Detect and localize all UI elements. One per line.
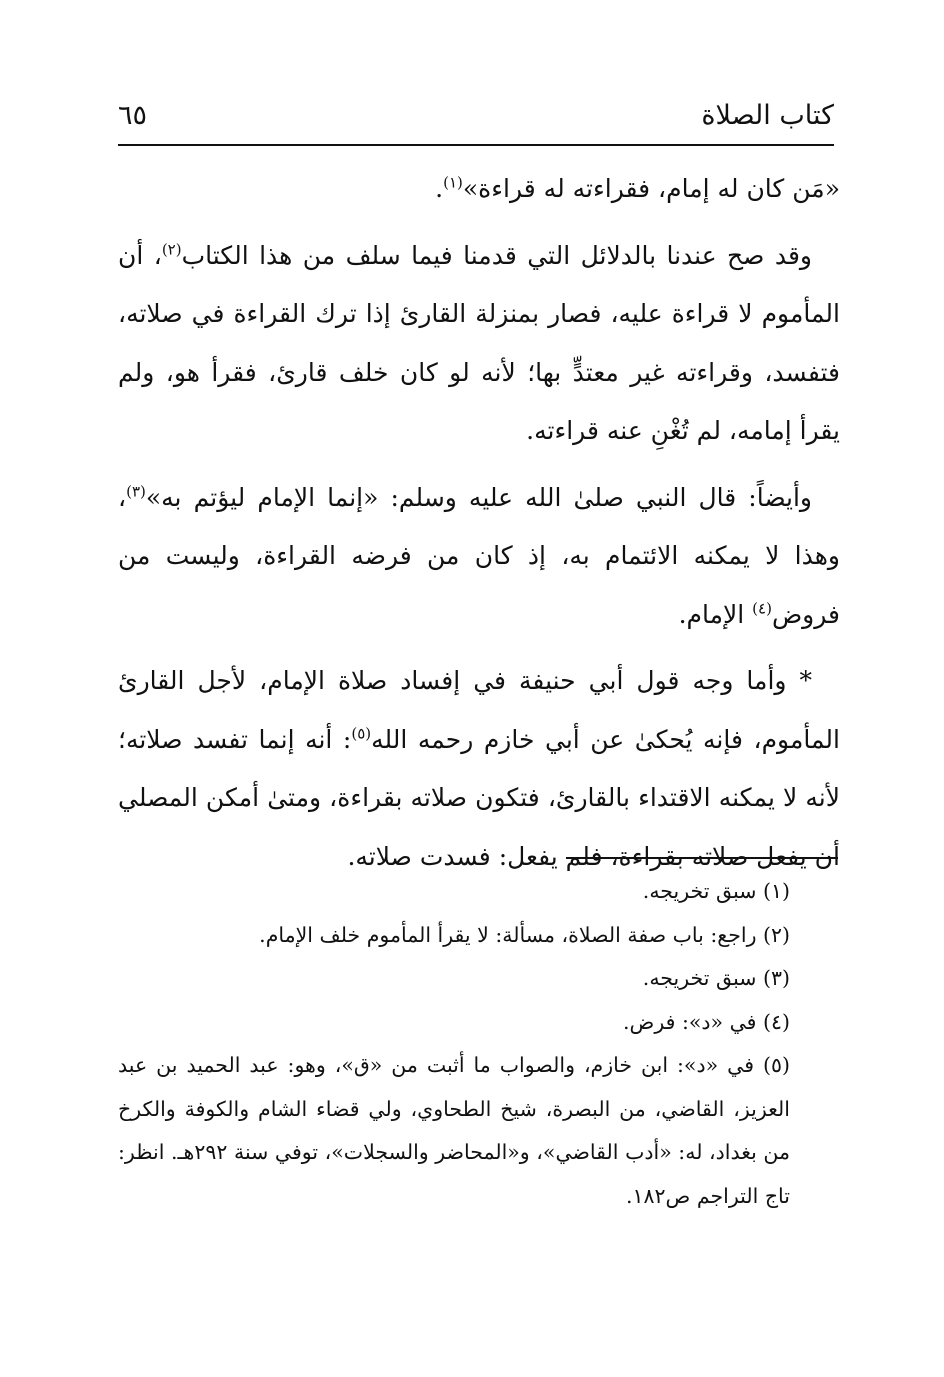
footnote-5: (٥) في «د»: ابن خازم، والصواب ما أثبت من «ق»، وهو: عبد الحميد بن عبد العزيز، القاضي، من البصرة، شيخ الطحاوي، ولي قضاء الشام والكوفة والكرخ من بغداد، له: «أدب القاضي»، و«المحاضر والسجلات»، توفي سنة ٢٩٢هـ. انظر: تاج التراجم ص١٨٢.: [118, 1053, 790, 1208]
footnote-ref: (٥): [351, 724, 372, 743]
paragraph-text: ، وهذا لا يمكنه الائتمام به، إذ كان من فرضه القراءة، وليست من فروض: [118, 482, 840, 629]
footnote-separator: [566, 857, 838, 859]
paragraph-text: الإمام.: [678, 599, 753, 629]
paragraph-text: * وأما وجه قول أبي حنيفة في إفساد صلاة الإمام، لأجل القارئ المأموم، فإنه يُحكىٰ عن أبي خازم رحمه الله: [118, 666, 840, 754]
paragraph-text: وقد صح عندنا بالدلائل التي قدمنا فيما سلف من هذا الكتاب: [181, 240, 812, 270]
footnote-3: (٣) سبق تخريجه.: [642, 966, 790, 990]
paragraph-2: [118, 227, 840, 461]
page-number: ٦٥: [118, 100, 148, 131]
footnote-ref: (١): [443, 173, 463, 192]
footnote-2: (٢) راجع: باب صفة الصلاة، مسألة: لا يقرأ المأموم خلف الإمام.: [259, 922, 790, 947]
footnote-ref: (٣): [126, 482, 146, 501]
footnotes: [118, 870, 840, 1218]
footnote-ref: (٢): [161, 240, 182, 259]
footnote-4: (٤) في «د»: فرض.: [623, 1009, 790, 1034]
paragraph-4: [118, 652, 840, 886]
footnote-ref: (٤): [752, 599, 772, 618]
paragraph-3: [118, 469, 840, 645]
paragraph-text: وأيضاً: قال النبي صلىٰ الله عليه وسلم: «إنما الإمام ليؤتم به»: [145, 482, 812, 512]
paragraph-1: [118, 160, 840, 219]
paragraph-text: «مَن كان له إمام، فقراءته له قراءة»: [462, 174, 840, 203]
main-text: [118, 160, 840, 886]
paragraph-text: ، أن المأموم لا قراءة عليه، فصار بمنزلة القارئ إذا ترك القراءة في صلاته، فتفسد، وقراءته غير معتدٍّ بها؛ لأنه لو كان خلف قارئ، فقرأ هو، ولم يقرأ إمامه، لم تُغْنِ عنه قراءته.: [118, 240, 840, 445]
paragraph-text: : أنه إنما تفسد صلاته؛ لأنه لا يمكنه الاقتداء بالقارئ، فتكون صلاته بقراءة، ومتىٰ أمكن المصلي أن يفعل صلاته بقراءة، فلم يفعل: فسدت صلاته.: [118, 724, 840, 871]
running-title: كتاب الصلاة: [701, 100, 834, 131]
paragraph-text: .: [435, 174, 444, 203]
page-header: [118, 92, 834, 146]
footnote-1: (١) سبق تخريجه.: [642, 879, 790, 903]
